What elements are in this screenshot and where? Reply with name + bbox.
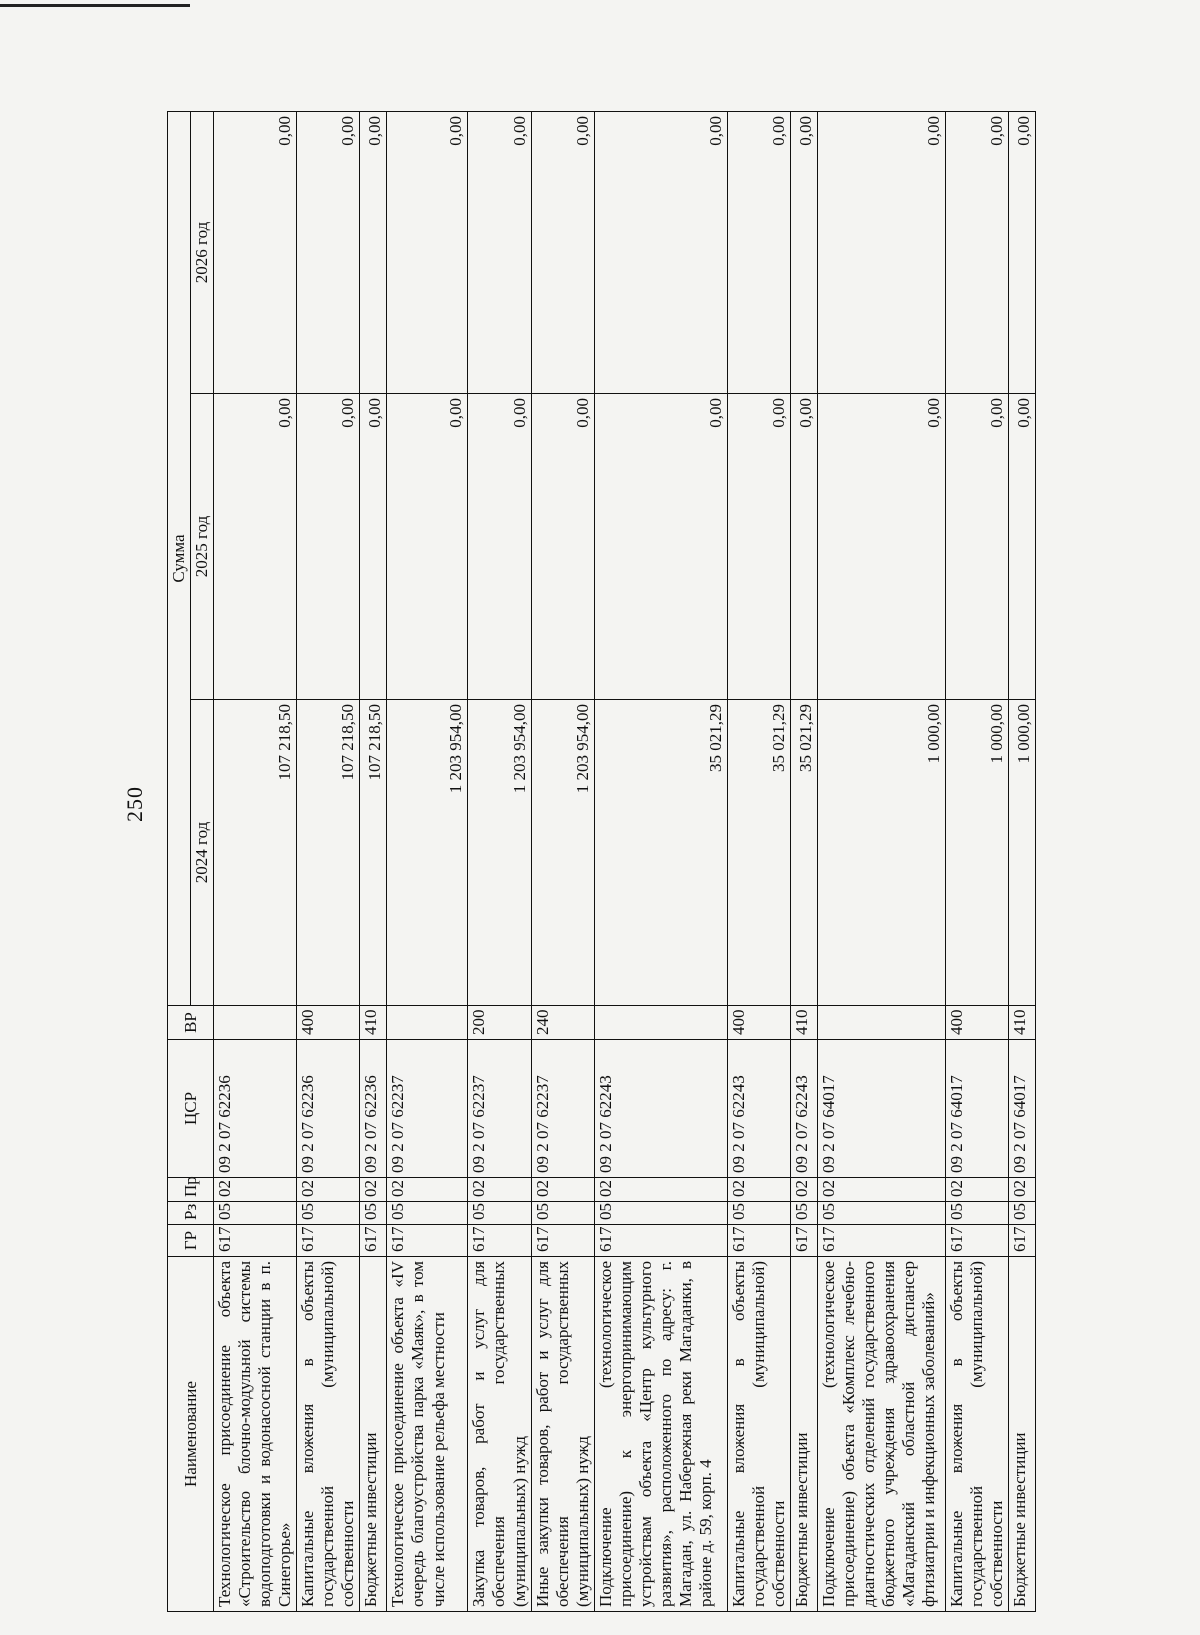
row-vr: 410 [360,1006,387,1040]
row-name: Иные закупки товаров, работ и услуг для обеспечения государственных (муниципальных) нужд [531,1257,594,1612]
row-gr: 617 [945,1225,1008,1257]
table-row [727,112,790,1612]
row-rz: 05 [727,1202,790,1225]
row-2025: 0,00 [468,394,531,700]
row-csr: 09 2 07 64017 [945,1040,1008,1178]
row-vr: 410 [790,1006,817,1040]
header-2024: 2024 год [191,700,214,1006]
row-2024: 107 218,50 [297,700,360,1006]
row-pr: 02 [531,1178,594,1202]
row-rz: 05 [945,1202,1008,1225]
row-gr: 617 [817,1225,945,1257]
row-2024: 1 000,00 [1008,700,1035,1006]
row-2026: 0,00 [468,112,531,394]
row-csr: 09 2 07 64017 [1008,1040,1035,1178]
row-2024: 1 000,00 [817,700,945,1006]
row-2026: 0,00 [790,112,817,394]
row-rz: 05 [387,1202,468,1225]
row-csr: 09 2 07 62237 [387,1040,468,1178]
row-csr: 09 2 07 62243 [790,1040,817,1178]
table-row [468,112,531,1612]
row-csr: 09 2 07 62236 [360,1040,387,1178]
row-rz: 05 [297,1202,360,1225]
row-2026: 0,00 [594,112,727,394]
table-row [817,112,945,1612]
row-csr: 09 2 07 62236 [297,1040,360,1178]
row-name: Бюджетные инвестиции [1008,1257,1035,1612]
row-name: Подключение (технологическое присоединение) к энергопринимающим устройствам объекта «Центр культурного развития», расположенного по адресу: г. Магадан, ул. Набережная реки Магаданки, в районе д. 59, корп. 4 [594,1257,727,1612]
row-2025: 0,00 [727,394,790,700]
row-csr: 09 2 07 62243 [727,1040,790,1178]
row-2024: 1 000,00 [945,700,1008,1006]
table-row [531,112,594,1612]
row-2024: 107 218,50 [214,700,297,1006]
row-name: Закупка товаров, работ и услуг для обеспечения государственных (муниципальных) нужд [468,1257,531,1612]
row-gr: 617 [297,1225,360,1257]
row-name: Бюджетные инвестиции [790,1257,817,1612]
row-name: Капитальные вложения в объекты государственной (муниципальной) собственности [727,1257,790,1612]
table-row [945,112,1008,1612]
header-csr: ЦСР [168,1040,214,1178]
row-pr: 02 [387,1178,468,1202]
row-gr: 617 [727,1225,790,1257]
row-rz: 05 [594,1202,727,1225]
row-csr: 09 2 07 62237 [531,1040,594,1178]
header-2026: 2026 год [191,112,214,394]
row-pr: 02 [790,1178,817,1202]
row-pr: 02 [817,1178,945,1202]
row-gr: 617 [531,1225,594,1257]
row-gr: 617 [1008,1225,1035,1257]
row-pr: 02 [727,1178,790,1202]
header-sum: Сумма [168,112,191,1006]
row-2026: 0,00 [945,112,1008,394]
row-pr: 02 [594,1178,727,1202]
row-csr: 09 2 07 64017 [817,1040,945,1178]
row-vr: 240 [531,1006,594,1040]
row-vr: 200 [468,1006,531,1040]
row-name: Подключение (технологическое присоединение) объекта «Комплекс лечебно-диагностических отделений государственного бюджетного учреждения здравоохранения «Магаданский областной диспансер фтизиатрии и инфекционных заболеваний» [817,1257,945,1612]
row-2025: 0,00 [214,394,297,700]
row-name: Капитальные вложения в объекты государственной (муниципальной) собственности [945,1257,1008,1612]
row-name: Капитальные вложения в объекты государственной (муниципальной) собственности [297,1257,360,1612]
row-pr: 02 [468,1178,531,1202]
row-csr: 09 2 07 62236 [214,1040,297,1178]
row-2025: 0,00 [297,394,360,700]
table-row [360,112,387,1612]
row-name: Бюджетные инвестиции [360,1257,387,1612]
row-rz: 05 [817,1202,945,1225]
row-2024: 1 203 954,00 [387,700,468,1006]
row-2025: 0,00 [1008,394,1035,700]
table-header-row [168,112,191,1612]
row-2025: 0,00 [387,394,468,700]
header-pr: Пр [168,1178,214,1202]
row-name: Технологическое присоединение объекта «Строительство блочно-модульной системы водоподготовки и водонасосной станции в п. Синегорье» [214,1257,297,1612]
row-rz: 05 [531,1202,594,1225]
header-rz: Рз [168,1202,214,1225]
page-number: 250 [122,786,147,822]
row-vr [594,1006,727,1040]
row-gr: 617 [360,1225,387,1257]
row-2025: 0,00 [594,394,727,700]
header-vr: ВР [168,1006,214,1040]
row-2025: 0,00 [945,394,1008,700]
row-vr: 400 [297,1006,360,1040]
row-rz: 05 [468,1202,531,1225]
row-pr: 02 [214,1178,297,1202]
row-pr: 02 [297,1178,360,1202]
row-csr: 09 2 07 62243 [594,1040,727,1178]
row-2026: 0,00 [817,112,945,394]
row-vr: 400 [727,1006,790,1040]
row-2026: 0,00 [727,112,790,394]
row-pr: 02 [945,1178,1008,1202]
row-2026: 0,00 [387,112,468,394]
row-gr: 617 [594,1225,727,1257]
table-row [790,112,817,1612]
row-2026: 0,00 [214,112,297,394]
header-2025: 2025 год [191,394,214,700]
row-2024: 35 021,29 [790,700,817,1006]
row-csr: 09 2 07 62237 [468,1040,531,1178]
row-vr: 410 [1008,1006,1035,1040]
header-name: Наименование [168,1257,214,1612]
row-2025: 0,00 [360,394,387,700]
table-row [297,112,360,1612]
row-gr: 617 [387,1225,468,1257]
row-2024: 35 021,29 [594,700,727,1006]
budget-table [167,111,1036,1612]
row-gr: 617 [790,1225,817,1257]
row-2024: 1 203 954,00 [531,700,594,1006]
table-row [594,112,727,1612]
row-2025: 0,00 [531,394,594,700]
row-2025: 0,00 [790,394,817,700]
row-vr [817,1006,945,1040]
row-2024: 1 203 954,00 [468,700,531,1006]
header-gr: ГР [168,1225,214,1257]
row-name: Технологическое присоединение объекта «IV очередь благоустройства парка «Маяк», в том числе использование рельефа местности [387,1257,468,1612]
row-2026: 0,00 [531,112,594,394]
table-row [1008,112,1035,1612]
row-vr [387,1006,468,1040]
table-row [387,112,468,1612]
row-rz: 05 [1008,1202,1035,1225]
row-gr: 617 [468,1225,531,1257]
row-rz: 05 [214,1202,297,1225]
row-vr [214,1006,297,1040]
row-rz: 05 [790,1202,817,1225]
row-2024: 35 021,29 [727,700,790,1006]
top-edge-rule [0,4,190,7]
row-2026: 0,00 [360,112,387,394]
row-pr: 02 [360,1178,387,1202]
rotated-page-content [167,112,1033,1612]
row-2026: 0,00 [297,112,360,394]
row-vr: 400 [945,1006,1008,1040]
row-2024: 107 218,50 [360,700,387,1006]
row-gr: 617 [214,1225,297,1257]
row-pr: 02 [1008,1178,1035,1202]
row-2026: 0,00 [1008,112,1035,394]
row-2025: 0,00 [817,394,945,700]
table-row [214,112,297,1612]
row-rz: 05 [360,1202,387,1225]
